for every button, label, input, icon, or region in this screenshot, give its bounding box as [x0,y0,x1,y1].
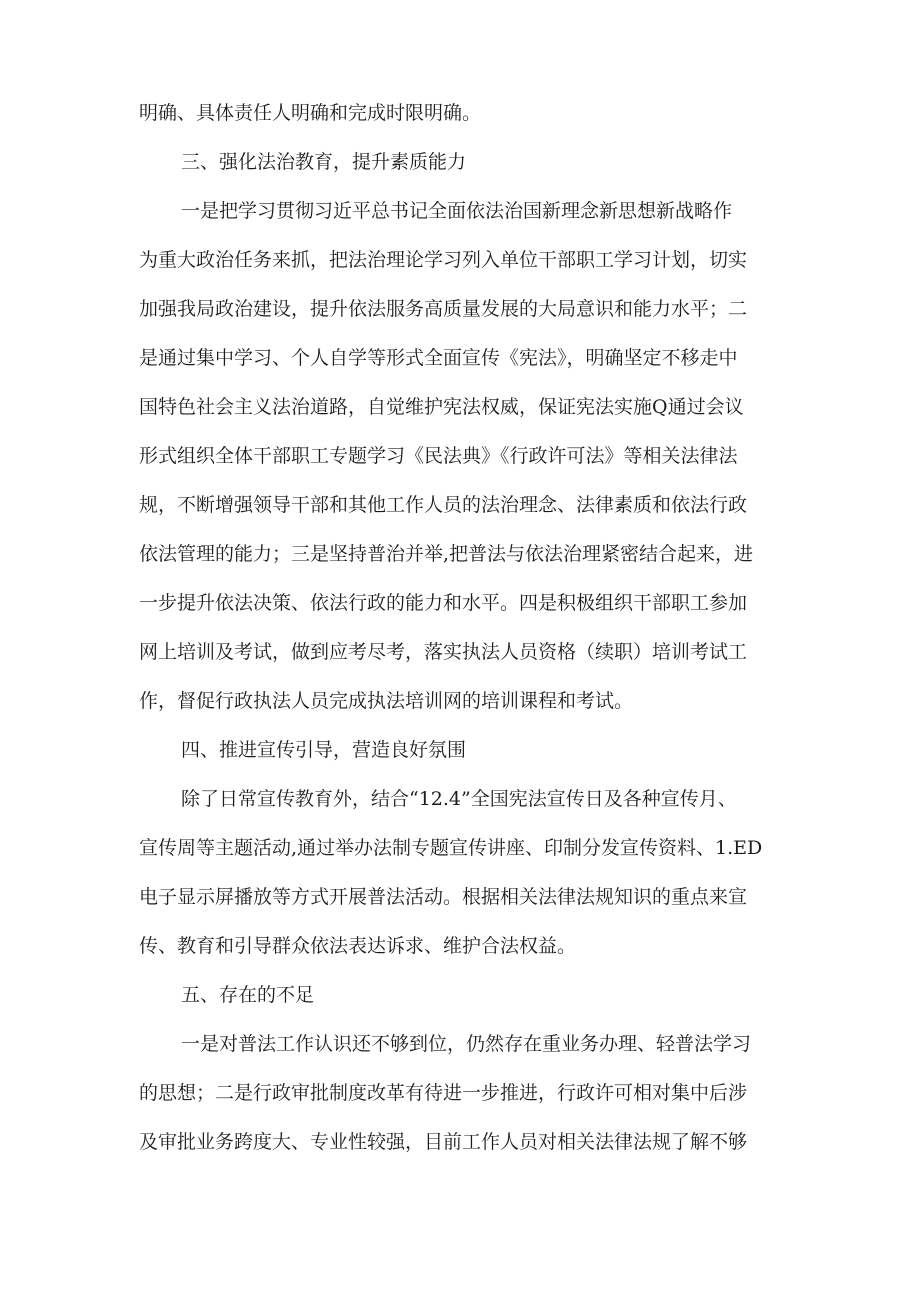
body-text-line: 形式组织全体干部职工专题学习《民法典》《行政许可法》等相关法律法 [139,445,738,467]
body-text-line: 一是把学习贯彻习近平总书记全面依法治国新理念新思想新战略作 [181,200,733,222]
body-text-line: 一是对普法工作认识还不够到位，仍然存在重业务办理、轻普法学习 [181,1033,752,1055]
section-heading: 三、强化法治教育，提升素质能力 [181,151,467,173]
body-text-line: 传、教育和引导群众依法表达诉求、维护合法权益。 [139,935,577,957]
body-text-line: 国特色社会主义法治道路，自觉维护宪法权威，保证宪法实施Q通过会议 [139,396,744,418]
body-text-line: 的思想；二是行政审批制度改革有待进一步推进，行政许可相对集中后涉 [139,1082,748,1104]
body-text-line: 明确、具体责任人明确和完成时限明确。 [139,102,482,124]
section-heading: 四、推进宣传引导，营造良好氛围 [181,739,467,761]
body-text-line: 除了日常宣传教育外，结合“12.4”全国宪法宣传日及各种宣传月、 [181,788,737,810]
body-text-line: 规，不断增强领导干部和其他工作人员的法治理念、法律素质和依法行政 [139,494,748,516]
body-text-line: 是通过集中学习、个人自学等形式全面宣传《宪法》，明确坚定不移走中 [139,347,738,369]
body-text-line: 宣传周等主题活动,通过举办法制专题宣传讲座、印制分发宣传资料、1.ED [139,837,763,859]
body-text-line: 加强我局政治建设，提升依法服务高质量发展的大局意识和能力水平；二 [139,298,748,320]
body-text-line: 及审批业务跨度大、专业性较强，目前工作人员对相关法律法规了解不够 [139,1131,748,1153]
body-text-line: 为重大政治任务来抓，把法治理论学习列入单位干部职工学习计划，切实 [139,249,748,271]
body-text-line: 作，督促行政执法人员完成执法培训网的培训课程和考试。 [139,690,634,712]
section-heading: 五、存在的不足 [181,984,315,1006]
body-text-line: 电子显示屏播放等方式开展普法活动。根据相关法律法规知识的重点来宣 [139,886,748,908]
body-text-line: 依法管理的能力；三是坚持普治并举,把普法与依法治理紧密结合起来，进 [139,543,754,565]
body-text-line: 网上培训及考试，做到应考尽考，落实执法人员资格（续职）培训考试工 [139,641,748,663]
body-text-line: 一步提升依法决策、依法行政的能力和水平。四是积极组织干部职工参加 [139,592,748,614]
